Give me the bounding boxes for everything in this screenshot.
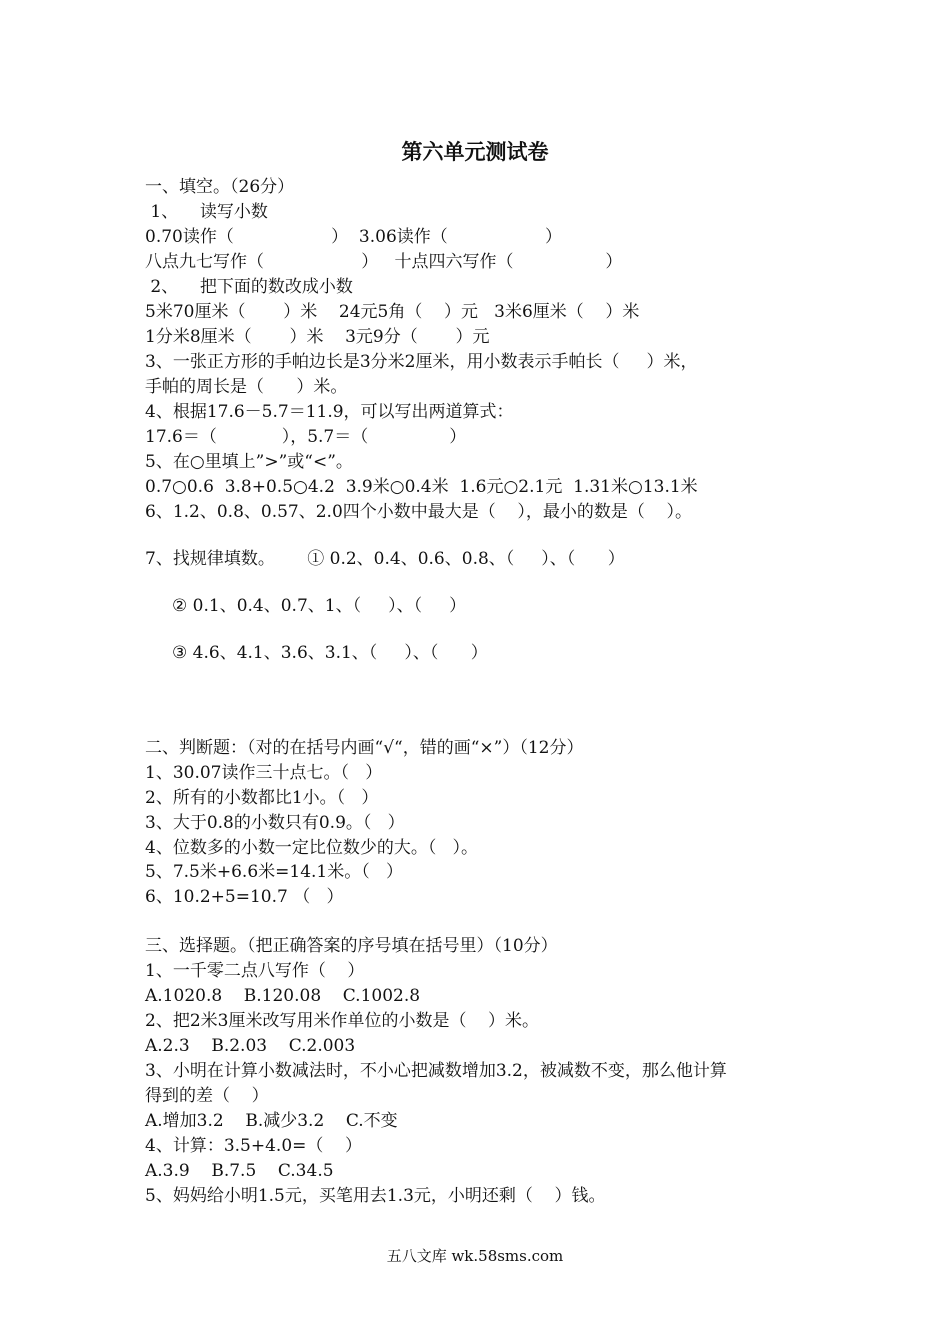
question-line: ② 0.1、0.4、0.7、1、（ ）、（ ） [145, 596, 467, 616]
question-line: 得到的差（ ） [145, 1086, 269, 1106]
question-1-2: 2、 把下面的数改成小数 [145, 277, 353, 297]
question-3-5: 5、妈妈给小明1.5元，买笔用去1.3元，小明还剩（ ）钱。 [145, 1186, 606, 1206]
question-line: 1分米8厘米（ ）米 3元9分（ ）元 [145, 327, 490, 347]
question-3-1: 1、一千零二点八写作（ ） [145, 961, 365, 981]
question-2-5: 5、7.5米+6.6米=14.1米。（ ） [145, 862, 403, 882]
section-1-heading: 一、填空。（26分） [145, 177, 295, 197]
question-1-3: 3、一张正方形的手帕边长是3分米2厘米，用小数表示手帕长（ ）米， [145, 352, 698, 372]
section-2-heading: 二、判断题：（对的在括号内画“√“，错的画“×”）（12分） [145, 738, 584, 758]
question-line: 17.6＝（ ），5.7＝（ ） [145, 427, 467, 447]
question-1-5: 5、在○里填上”>”或“<”。 [145, 452, 353, 472]
question-1-4: 4、根据17.6－5.7＝11.9，可以写出两道算式： [145, 402, 514, 422]
question-3-3: 3、小明在计算小数减法时，不小心把减数增加3.2，被减数不变，那么他计算 [145, 1061, 727, 1081]
question-line: 八点九七写作（ ） 十点四六写作（ ） [145, 252, 623, 272]
question-1-7: 7、找规律填数。 ① 0.2、0.4、0.6、0.8、（ ）、（ ） [145, 549, 625, 569]
question-2-4: 4、位数多的小数一定比位数少的大。（ ）。 [145, 838, 479, 858]
question-2-6: 6、10.2+5=10.7 （ ） [145, 887, 344, 907]
question-2-3: 3、大于0.8的小数只有0.9。（ ） [145, 813, 405, 833]
question-line: 5米70厘米（ ）米 24元5角（ ）元 3米6厘米（ ）米 [145, 302, 640, 322]
footer-watermark: 五八文库 wk.58sms.com [386, 1247, 564, 1265]
question-line: 手帕的周长是（ ）米。 [145, 377, 348, 397]
question-line: 0.70读作（ ） 3.06读作（ ） [145, 227, 563, 247]
options-line: A.增加3.2 B.减少3.2 C.不变 [145, 1111, 398, 1131]
question-3-2: 2、把2米3厘米改写用米作单位的小数是（ ）米。 [145, 1011, 540, 1031]
options-line: A.1020.8 B.120.08 C.1002.8 [145, 986, 421, 1006]
options-line: A.2.3 B.2.03 C.2.003 [145, 1036, 356, 1056]
options-line: A.3.9 B.7.5 C.34.5 [145, 1161, 334, 1181]
question-1-1: 1、 读写小数 [145, 202, 268, 222]
question-line: 0.7○0.6 3.8+0.5○4.2 3.9米○0.4米 1.6元○2.1元 1.31米○13.1米 [145, 477, 698, 497]
question-2-2: 2、所有的小数都比1小。（ ） [145, 788, 379, 808]
question-3-4: 4、计算：3.5+4.0=（ ） [145, 1136, 362, 1156]
section-3-heading: 三、选择题。（把正确答案的序号填在括号里）（10分） [145, 936, 558, 956]
question-1-6: 6、1.2、0.8、0.57、2.0四个小数中最大是（ ），最小的数是（ ）。 [145, 502, 693, 522]
page-title: 第六单元测试卷 [401, 139, 549, 164]
question-line: ③ 4.6、4.1、3.6、3.1、（ ）、（ ） [145, 643, 488, 663]
question-2-1: 1、30.07读作三十点七。（ ） [145, 763, 383, 783]
